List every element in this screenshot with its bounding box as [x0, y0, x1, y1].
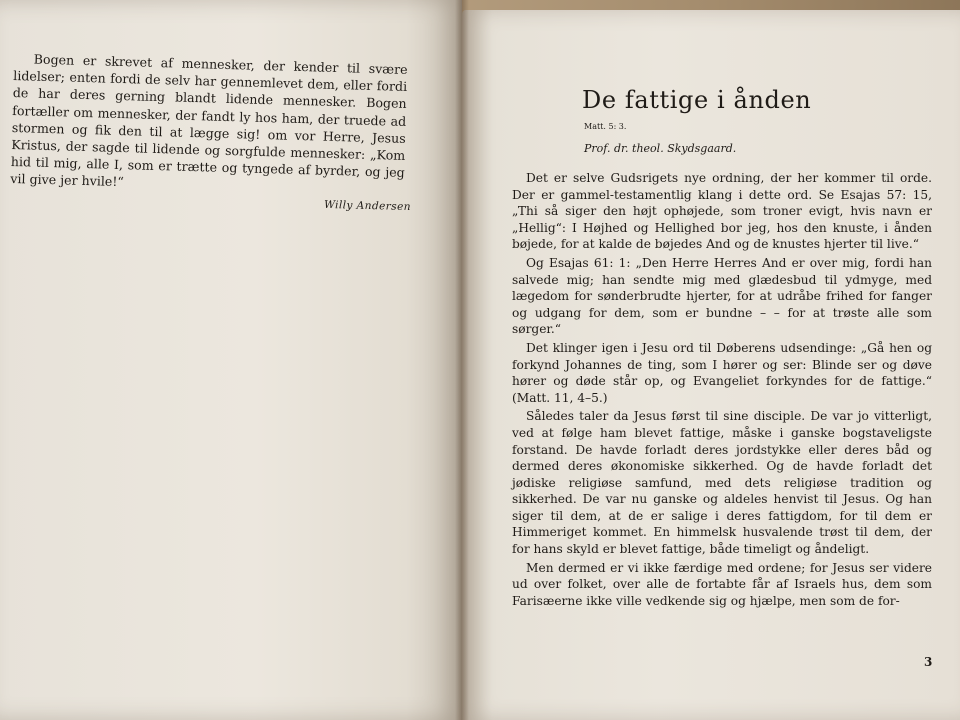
paragraph: Således taler da Jesus først til sine disciple. De var jo vitterligt, ved at følge ham blevet fattige, måske i ganske bogstaveligste forstand. De havde forladt deres jordstykke eller deres båd og dermed deres økonomiske sikkerhed. Og de havde forladt det jødiske religiøse samfund, med dets religiøse tradition og sikkerhed. De var nu ganske og aldeles henvist til Jesus. Og han siger til dem, at de er salige i deres fattigdom, for til dem er Himmeriget kommet. En himmelsk husvalende trøst til dem, der for hans skyld er blevet fattige, både timeligt og åndeligt.: [512, 409, 932, 557]
book-gutter: [455, 0, 469, 720]
author-line: Prof. dr. theol. Skydsgaard.: [584, 142, 737, 155]
paragraph: Det klinger igen i Jesu ord til Døberens udsendinge: „Gå hen og forkynd Johannes de ting, som I hører og ser: Blinde ser og døve hører og døde står op, og Evangeliet forkyndes for de fattige.“ (Matt. 11, 4–5.): [512, 340, 932, 405]
left-page-paragraph-block: [10, 50, 408, 199]
left-page-paragraph: Bogen er skrevet af mennesker, der kender til svære lidelser; enten fordi de selv har gennemlevet dem, eller fordi de har deres gerning blandt lidende mennesker. Bogen fortæller om mennesker, der fandt ly hos ham, der truede ad stormen og fik den til at lægge sig! om vor Herre, Jesus Kristus, der sagde til lidende og sorgfulde mennesker: „Kom hid til mig, alle I, som er trætte og tyngede af byrder, og jeg vil give jer hvile!“: [10, 51, 408, 190]
page-number: 3: [924, 655, 933, 669]
bible-reference: Matt. 5: 3.: [584, 122, 627, 131]
chapter-title: De fattige i ånden: [582, 86, 812, 114]
left-page: [0, 0, 462, 720]
body-text: [512, 170, 932, 611]
right-page: [462, 10, 960, 720]
paragraph: Men dermed er vi ikke færdige med ordene; for Jesus ser videre ud over folket, over alle de fortabte får af Israels hus, dem som Farisæerne ikke ville vedkende sig og hjælpe, men som de for-: [512, 560, 932, 608]
signature: Willy Andersen: [323, 198, 412, 214]
paragraph: Det er selve Gudsrigets nye ordning, der her kommer til orde. Der er gammel-testamentlig klang i dette ord. Se Esajas 57: 15, „Thi så siger den højt ophøjede, som troner evigt, hvis navn er „Hellig“: I Højhed og Hellighed bor jeg, hos den knuste, i ånden bøjede, for at kalde de bøjedes And og de knustes hjerter til live.“: [512, 171, 932, 252]
paragraph: Og Esajas 61: 1: „Den Herre Herres And er over mig, fordi han salvede mig; han sendte mig med glædesbud til ydmyge, med lægedom for sønderbrudte hjerter, for at udråbe frihed for fanger og udgang for dem, som er bundne – – for at trøste alle som sørger.“: [512, 255, 932, 337]
